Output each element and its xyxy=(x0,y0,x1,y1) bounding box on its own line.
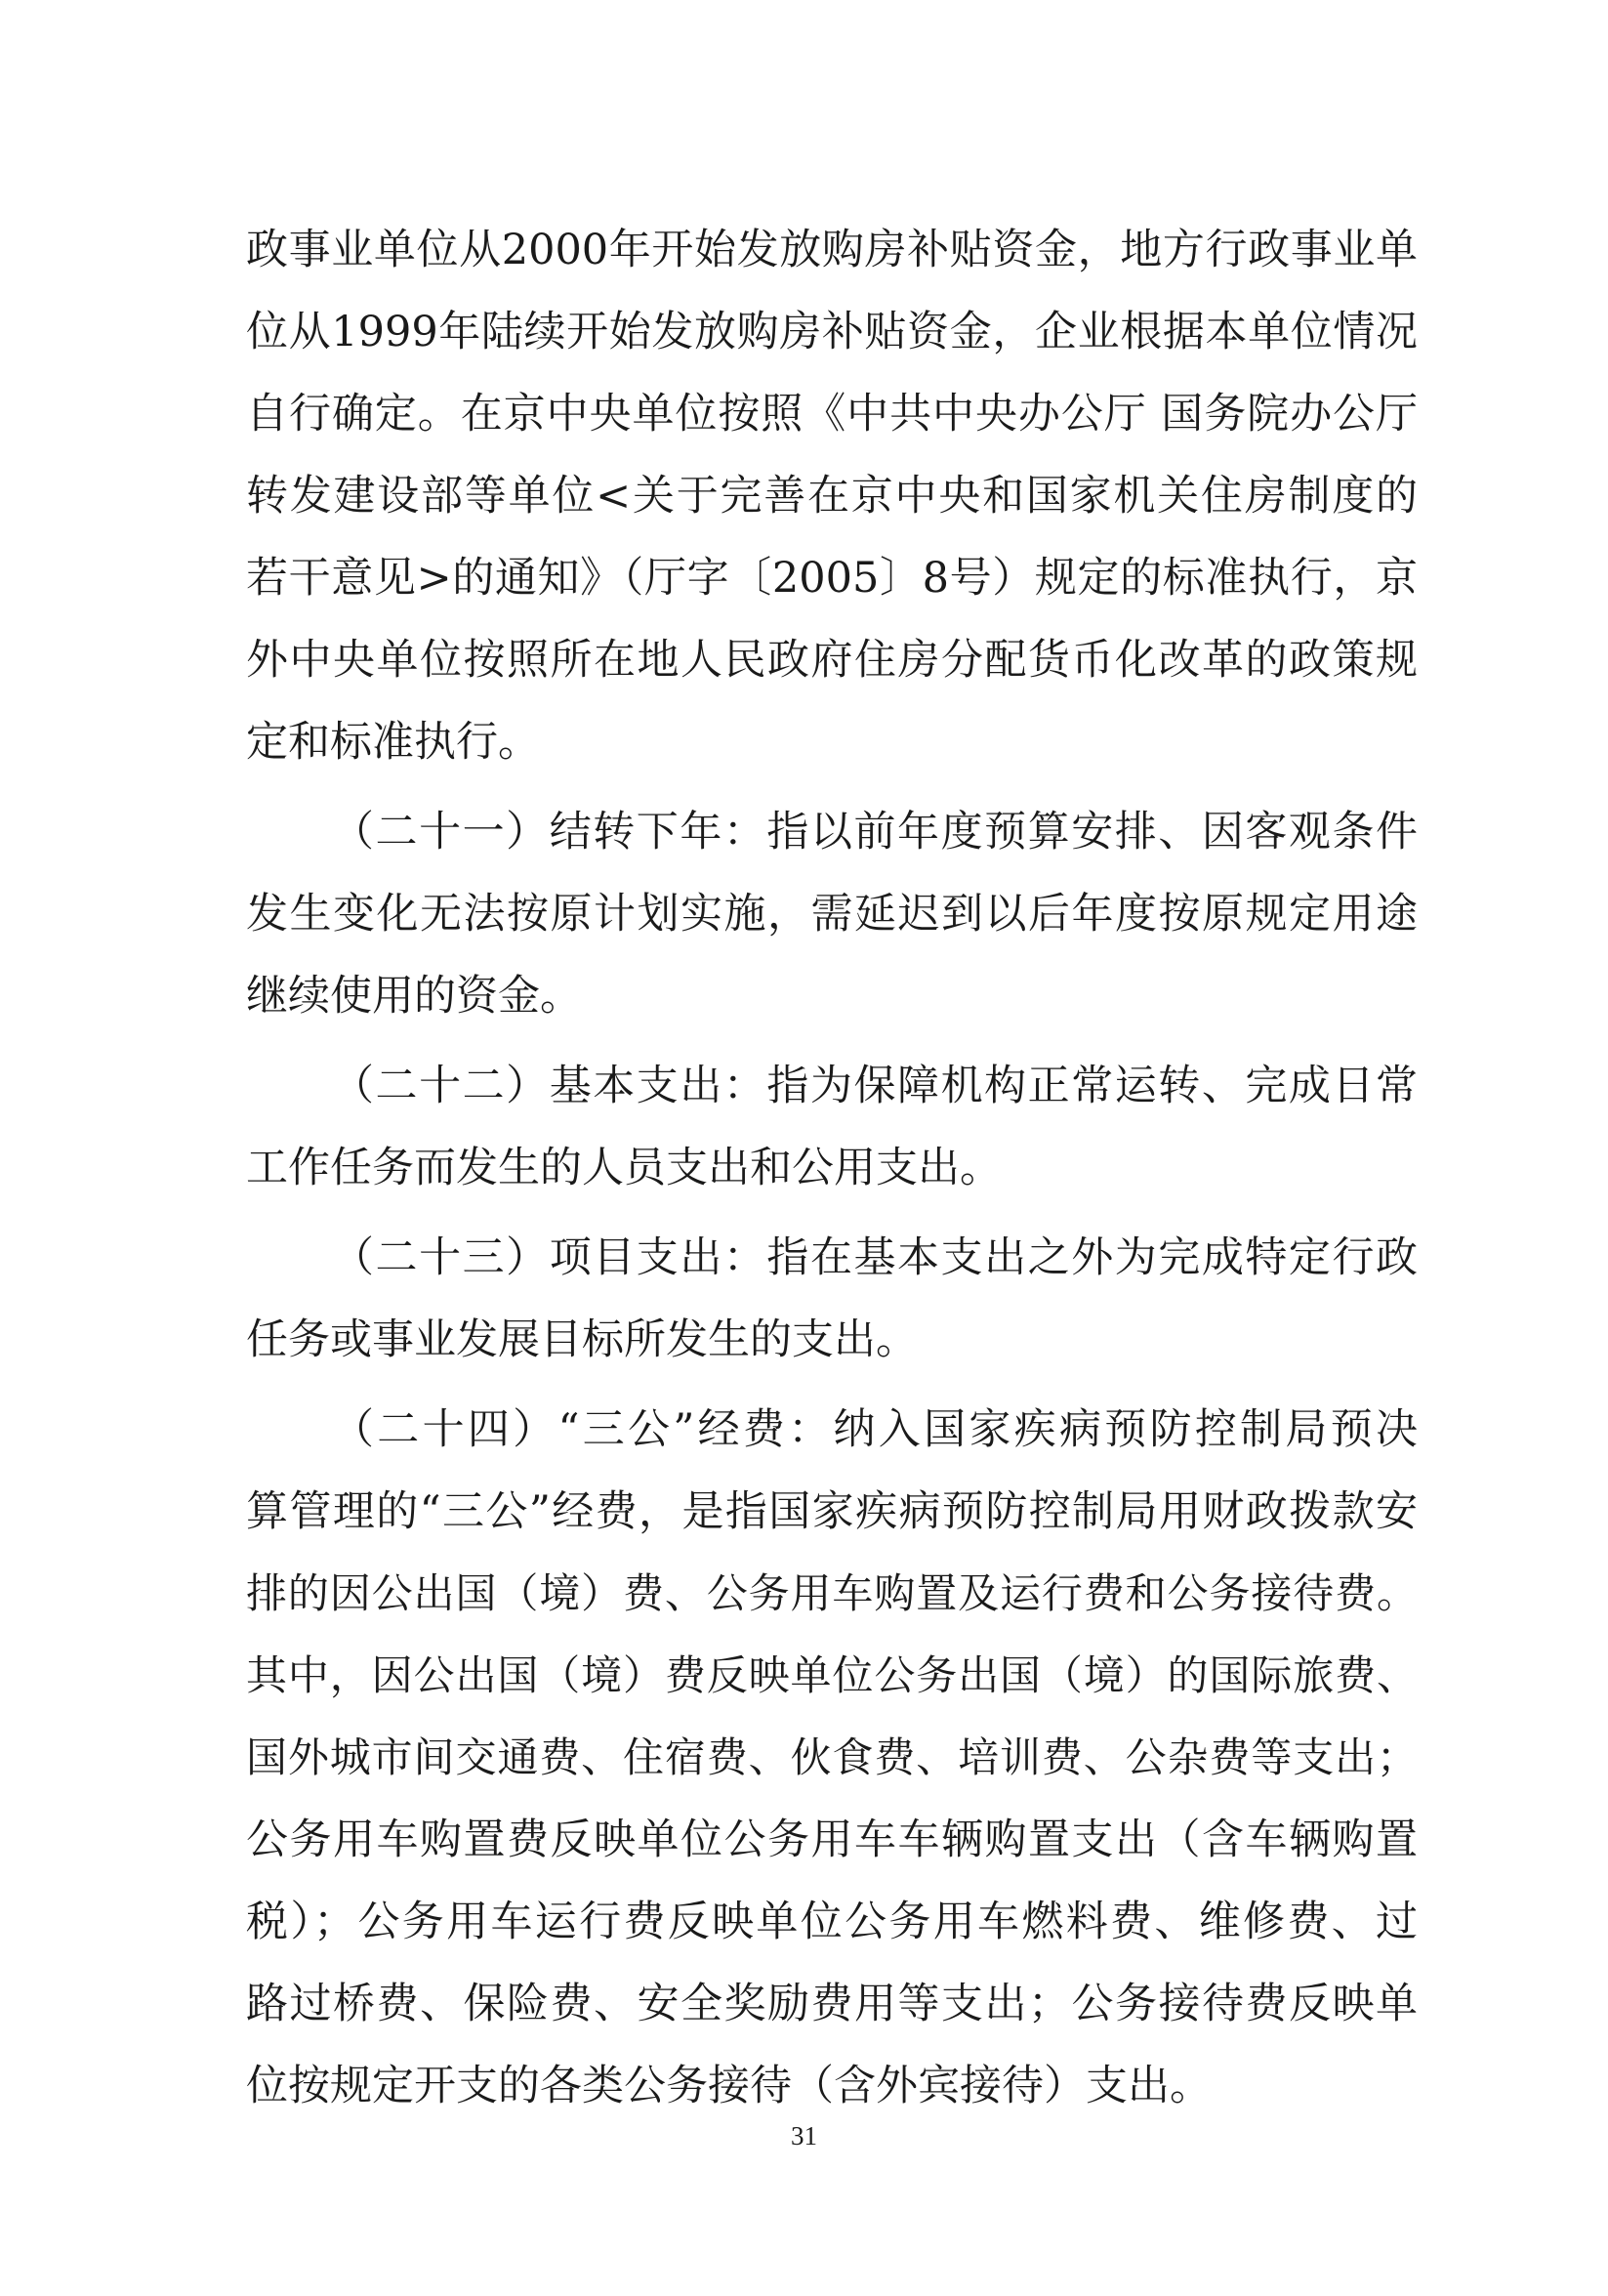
paragraph-p-22-basic-expenditure xyxy=(246,1045,1418,1209)
text-line: 政事业单位从2000年开始发放购房补贴资金，地方行政事业单 xyxy=(246,226,1418,274)
paragraph-gap xyxy=(246,1381,1418,1389)
page-number: 31 xyxy=(791,2121,817,2150)
paragraph-p-housing-subsidy-continued xyxy=(246,209,1418,783)
text-line: 工作任务而发生的人员支出和公用支出。 xyxy=(246,1144,1002,1192)
text-line: 其中，因公出国（境）费反映单位公务出国（境）的国际旅费、 xyxy=(246,1651,1418,1699)
text-line: 国外城市间交通费、住宿费、伙食费、培训费、公杂费等支出； xyxy=(246,1733,1418,1781)
text-line: 自行确定。在京中央单位按照《中共中央办公厅 国务院办公厅 xyxy=(246,390,1418,438)
paragraph-gap xyxy=(246,1209,1418,1217)
text-line: 转发建设部等单位<关于完善在京中央和国家机关住房制度的 xyxy=(246,472,1418,521)
text-line: 若干意见>的通知》（厅字〔2005〕8号）规定的标准执行，京 xyxy=(246,554,1418,603)
paragraph-gap xyxy=(246,783,1418,791)
text-line: 排的因公出国（境）费、公务用车购置及运行费和公务接待费。 xyxy=(246,1569,1418,1617)
paragraph-p-23-project-expenditure xyxy=(246,1217,1418,1381)
text-line: 位按规定开支的各类公务接待（含外宾接待）支出。 xyxy=(246,2062,1212,2110)
paragraph-p-24-three-public-expenses xyxy=(246,1389,1418,2127)
text-line: （二十一）结转下年：指以前年度预算安排、因客观条件 xyxy=(332,808,1418,856)
paragraph-p-21-carryover xyxy=(246,791,1418,1037)
paragraph-gap xyxy=(246,1037,1418,1045)
document-body xyxy=(246,209,1418,2127)
text-line: （二十四）“三公”经费：纳入国家疾病预防控制局预决 xyxy=(332,1405,1418,1454)
text-line: 路过桥费、保险费、安全奖励费用等支出；公务接待费反映单 xyxy=(246,1980,1418,2028)
text-line: 继续使用的资金。 xyxy=(246,972,582,1021)
text-line: 定和标准执行。 xyxy=(246,718,540,767)
text-line: 发生变化无法按原计划实施，需延迟到以后年度按原规定用途 xyxy=(246,890,1418,939)
text-line: 任务或事业发展目标所发生的支出。 xyxy=(246,1315,918,1364)
text-line: 税）；公务用车运行费反映单位公务用车燃料费、维修费、过 xyxy=(246,1898,1418,1946)
text-line: （二十三）项目支出：指在基本支出之外为完成特定行政 xyxy=(332,1233,1418,1282)
text-line: 公务用车购置费反映单位公务用车车辆购置支出（含车辆购置 xyxy=(246,1816,1418,1864)
text-line: 外中央单位按照所在地人民政府住房分配货币化改革的政策规 xyxy=(246,636,1418,685)
text-line: 位从1999年陆续开始发放购房补贴资金，企业根据本单位情况 xyxy=(246,308,1418,356)
text-line: 算管理的“三公”经费，是指国家疾病预防控制局用财政拨款安 xyxy=(246,1487,1418,1536)
text-line: （二十二）基本支出：指为保障机构正常运转、完成日常 xyxy=(332,1062,1418,1110)
